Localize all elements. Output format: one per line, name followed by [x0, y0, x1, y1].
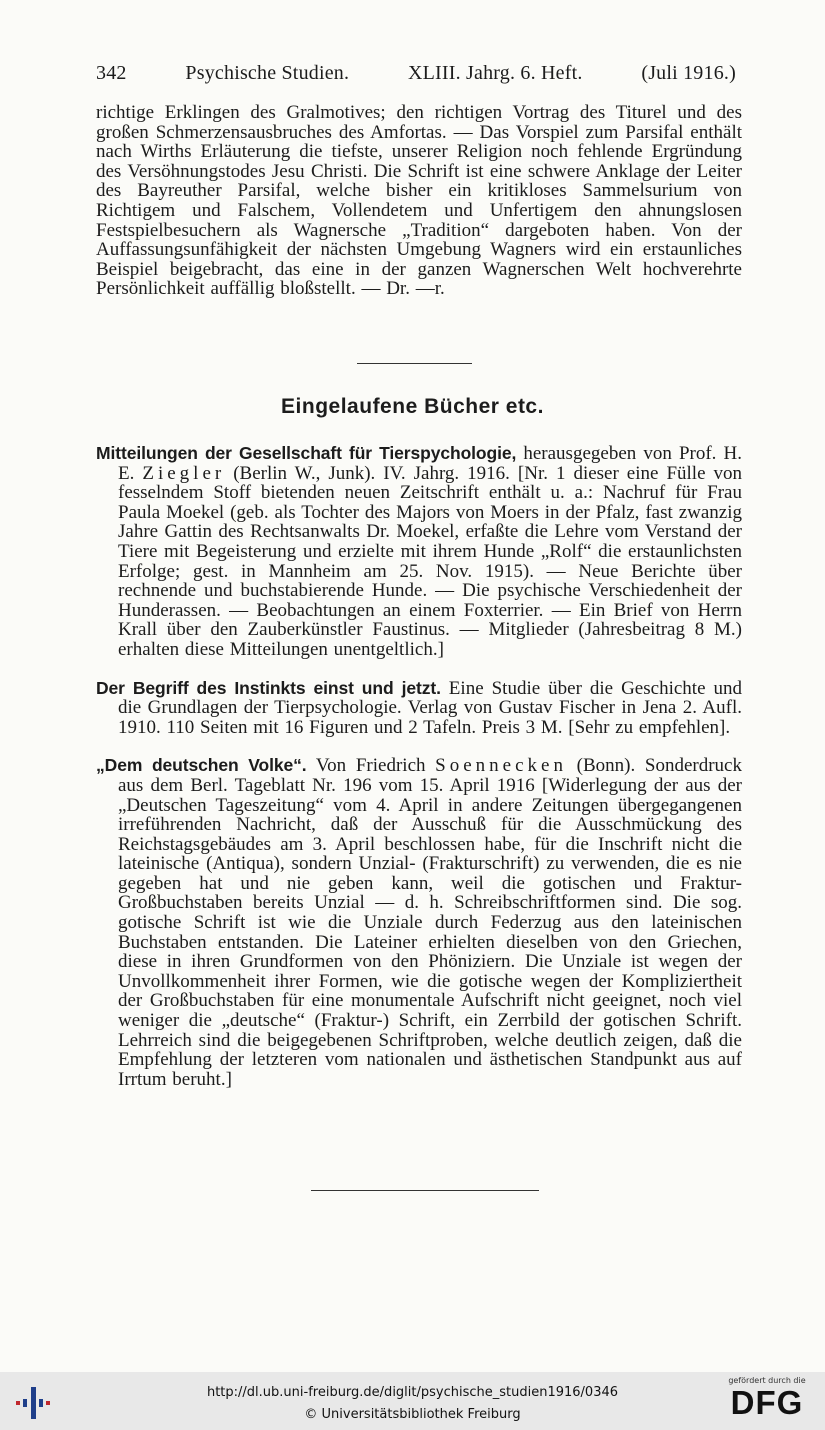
library-logo-icon [14, 1381, 56, 1423]
page-number: 342 [96, 62, 127, 84]
volume-info: XLIII. Jahrg. 6. Heft. [408, 62, 583, 84]
permalink[interactable]: http://dl.ub.uni-freiburg.de/diglit/psychische_studien1916/0346 [206, 1385, 619, 1400]
entry-author: Soennecken [435, 755, 567, 777]
issue-date: (Juli 1916.) [641, 62, 736, 84]
book-entry [96, 756, 742, 1089]
entry-pre: Von Friedrich [306, 755, 436, 777]
book-entry [96, 444, 742, 660]
section-divider [357, 363, 472, 364]
entry-body: Eine Studie über die Geschichte und die Grundlagen der Tierpsychologie. Verlag von Gustav Fischer in Jena 2. Aufl. 1910. 110 Seiten mit 16 Figuren und 2 Tafeln. Preis 3 M. [Sehr zu empfehlen]. [118, 677, 742, 738]
intro-paragraph: richtige Erklingen des Gralmotives; den richtigen Vortrag des Titurel und des großen Schmerzensausbruches des Amfortas. — Das Vorspiel zum Parsifal enthält nach Wirths Erläuterung die tiefste, unserer Religion noch fehlende Ergründung des Versöhnungstodes Jesu Christi. Die Schrift ist eine schwere Anklage der Leiter des Bayreuther Parsifal, welche bisher ein kritikloses Sammelsurium von Richtigem und Falschem, Vollendetem und Unfertigem den ahnungslosen Festspielbesuchern als Wagnersche „Tradition“ dargeboten haben. Von der Auffassungsunfähigkeit der nächsten Umgebung Wagners wird ein erstaunliches Beispiel beigebracht, das eine in der ganzen Wagnerschen Welt hochverehrte Persönlichkeit auffällig bloßstellt. — Dr. —r. [96, 102, 742, 300]
entry-title: Mitteilungen der Gesellschaft für Tierspychologie, [96, 443, 517, 463]
viewer-footer [0, 1372, 825, 1430]
entry-body: (Berlin W., Junk). IV. Jahrg. 1916. [Nr. 1 dieser eine Fülle von fesselndem Stoff bietenden neuen Zeitschrift enthält u. a.: Nachruf für Frau Paula Moekel (geb. als Tochter des Majors von Moers in der Pfalz, fast zwanzig Jahre Gattin des Rechtsanwalts Dr. Moekel, erfaßte die Lehre vom Verstand der Tiere mit Begeisterung und erzielte mit ihrem Hunde „Rolf“ die erstaunlichsten Erfolge; gest. in Mannheim am 25. Nov. 1915). — Neue Berichte über rechnende und buchstabierende Hunde. — Die psychische Verschiedenheit der Hunderassen. — Beobachtungen an einem Foxterrier. — Ein Brief von Herrn Krall über den Zauberkünstler Faustinus. — Mitglieder (Jahresbeitrag 8 M.) erhalten diese Mitteilungen unentgeltlich.] [118, 462, 742, 660]
sponsor-logo-text: DFG [730, 1384, 804, 1421]
journal-title: Psychische Studien. [185, 62, 350, 84]
copyright-notice: © Universitätsbibliothek Freiburg [304, 1407, 521, 1422]
book-entry [96, 679, 742, 738]
entry-title: „Dem deutschen Volke“. [96, 755, 307, 776]
entry-pre: herausgegeben von Prof. H. E. [118, 443, 742, 484]
sponsor-note: gefördert durch die [728, 1376, 806, 1385]
entry-title: Der Begriff des Instinkts einst und jetzt. [96, 677, 441, 698]
dfg-logo [721, 1376, 813, 1421]
entry-author: Ziegler [142, 462, 226, 484]
end-divider [311, 1190, 539, 1191]
entry-body: (Bonn). Sonderdruck aus dem Berl. Tageblatt Nr. 196 vom 15. April 1916 [Widerlegung der aus der „Deutschen Tageszeitung“ vom 4. April in andere Zeitungen übergegangenen irreführenden Nachricht, daß der Ausschuß für die Ausschmückung des Reichstagsgebäudes am 3. April beschlossen habe, für die Inschrift nicht die lateinische (Antiqua), sondern Unzial- (Frakturschrift) zu verwenden, die es nie gegeben hat und nie geben kann, weil die gotischen und Fraktur-Großbuchstaben bereits Unzial — d. h. Schreibschriftformen sind. Die sog. gotische Schrift ist wie die Unziale durch Federzug aus den lateinischen Buchstaben entstanden. Die Lateiner erhielten dieselben von den Griechen, diese in ihren Grundformen von den Phöniziern. Die Unziale ist wegen der Unvollkommenheit ihrer Formen, wie die gotische wegen der Kompliziertheit der Großbuchstaben für eine monumentale Aufschrift nicht geeignet, noch viel weniger die „deutsche“ (Fraktur-) Schrift, ein Zerrbild der gotischen Schrift. Lehrreich sind die beigegebenen Schriftproben, welche deutlich zeigen, daß die Empfehlung der letzteren vom nationalen und ästhetischen Standpunkt aus auf Irrtum beruht.] [118, 755, 742, 1090]
section-heading: Eingelaufene Bücher etc. [281, 395, 544, 418]
footer-text [150, 1382, 675, 1426]
book-entries [96, 425, 742, 1097]
running-header [96, 62, 736, 85]
